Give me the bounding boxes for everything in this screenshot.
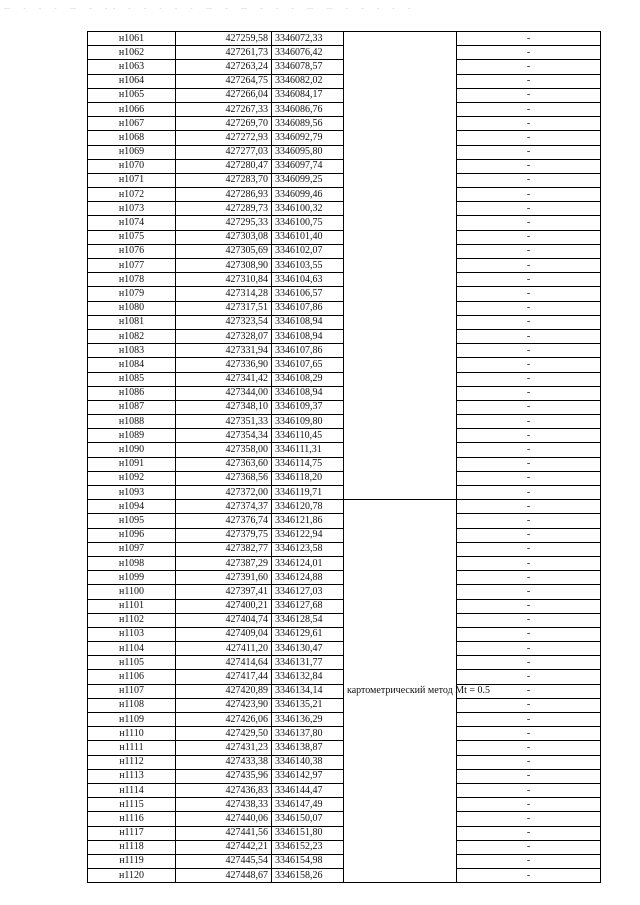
point-name-cell: н1114 xyxy=(88,783,176,797)
x-coordinate-cell: 427411,20 xyxy=(176,642,272,656)
error-cell: - xyxy=(457,642,601,656)
y-coordinate-cell: 3346086,76 xyxy=(272,102,344,116)
point-name-cell: н1106 xyxy=(88,670,176,684)
point-name-cell: н1070 xyxy=(88,159,176,173)
y-coordinate-cell: 3346114,75 xyxy=(272,457,344,471)
point-name-cell: н1075 xyxy=(88,230,176,244)
point-name-cell: н1103 xyxy=(88,627,176,641)
y-coordinate-cell: 3346100,32 xyxy=(272,202,344,216)
error-cell: - xyxy=(457,500,601,514)
point-name-cell: н1086 xyxy=(88,386,176,400)
x-coordinate-cell: 427336,90 xyxy=(176,358,272,372)
point-name-cell: н1090 xyxy=(88,443,176,457)
point-name-cell: н1120 xyxy=(88,869,176,883)
point-name-cell: н1119 xyxy=(88,854,176,868)
y-coordinate-cell: 3346119,71 xyxy=(272,486,344,500)
error-cell: - xyxy=(457,429,601,443)
error-cell: - xyxy=(457,514,601,528)
x-coordinate-cell: 427363,60 xyxy=(176,457,272,471)
error-cell: - xyxy=(457,840,601,854)
y-coordinate-cell: 3346078,57 xyxy=(272,60,344,74)
error-cell: - xyxy=(457,301,601,315)
point-name-cell: н1109 xyxy=(88,713,176,727)
x-coordinate-cell: 427308,90 xyxy=(176,259,272,273)
x-coordinate-cell: 427341,42 xyxy=(176,372,272,386)
point-name-cell: н1084 xyxy=(88,358,176,372)
error-cell: - xyxy=(457,670,601,684)
x-coordinate-cell: 427317,51 xyxy=(176,301,272,315)
error-cell: - xyxy=(457,727,601,741)
y-coordinate-cell: 3346130,47 xyxy=(272,642,344,656)
x-coordinate-cell: 427358,00 xyxy=(176,443,272,457)
point-name-cell: н1099 xyxy=(88,571,176,585)
y-coordinate-cell: 3346095,80 xyxy=(272,145,344,159)
x-coordinate-cell: 427328,07 xyxy=(176,329,272,343)
point-name-cell: н1089 xyxy=(88,429,176,443)
x-coordinate-cell: 427387,29 xyxy=(176,556,272,570)
y-coordinate-cell: 3346107,65 xyxy=(272,358,344,372)
point-name-cell: н1083 xyxy=(88,344,176,358)
method-cell: картометрический метод Mt = 0.5 xyxy=(344,500,457,883)
x-coordinate-cell: 427397,41 xyxy=(176,585,272,599)
point-name-cell: н1100 xyxy=(88,585,176,599)
error-cell: - xyxy=(457,202,601,216)
point-name-cell: н1069 xyxy=(88,145,176,159)
y-coordinate-cell: 3346152,23 xyxy=(272,840,344,854)
error-cell: - xyxy=(457,287,601,301)
point-name-cell: н1096 xyxy=(88,528,176,542)
x-coordinate-cell: 427263,24 xyxy=(176,60,272,74)
x-coordinate-cell: 427272,93 xyxy=(176,131,272,145)
point-name-cell: н1118 xyxy=(88,840,176,854)
point-name-cell: н1076 xyxy=(88,244,176,258)
error-cell: - xyxy=(457,542,601,556)
x-coordinate-cell: 427269,70 xyxy=(176,117,272,131)
point-name-cell: н1065 xyxy=(88,88,176,102)
point-name-cell: н1071 xyxy=(88,173,176,187)
y-coordinate-cell: 3346144,47 xyxy=(272,783,344,797)
point-name-cell: н1087 xyxy=(88,400,176,414)
error-cell: - xyxy=(457,102,601,116)
error-cell: - xyxy=(457,60,601,74)
error-cell: - xyxy=(457,159,601,173)
error-cell: - xyxy=(457,798,601,812)
x-coordinate-cell: 427376,74 xyxy=(176,514,272,528)
y-coordinate-cell: 3346136,29 xyxy=(272,713,344,727)
error-cell: - xyxy=(457,471,601,485)
point-name-cell: н1098 xyxy=(88,556,176,570)
error-cell: - xyxy=(457,627,601,641)
error-cell: - xyxy=(457,457,601,471)
y-coordinate-cell: 3346107,86 xyxy=(272,301,344,315)
point-name-cell: н1116 xyxy=(88,812,176,826)
error-cell: - xyxy=(457,741,601,755)
point-name-cell: н1105 xyxy=(88,656,176,670)
x-coordinate-cell: 427280,47 xyxy=(176,159,272,173)
point-name-cell: н1078 xyxy=(88,273,176,287)
x-coordinate-cell: 427414,64 xyxy=(176,656,272,670)
error-cell: - xyxy=(457,556,601,570)
y-coordinate-cell: 3346092,79 xyxy=(272,131,344,145)
table-row xyxy=(88,500,601,514)
x-coordinate-cell: 427423,90 xyxy=(176,698,272,712)
point-name-cell: н1113 xyxy=(88,769,176,783)
x-coordinate-cell: 427379,75 xyxy=(176,528,272,542)
error-cell: - xyxy=(457,344,601,358)
point-name-cell: н1074 xyxy=(88,216,176,230)
x-coordinate-cell: 427354,34 xyxy=(176,429,272,443)
error-cell: - xyxy=(457,46,601,60)
y-coordinate-cell: 3346150,07 xyxy=(272,812,344,826)
y-coordinate-cell: 3346142,97 xyxy=(272,769,344,783)
y-coordinate-cell: 3346123,58 xyxy=(272,542,344,556)
error-cell: - xyxy=(457,599,601,613)
x-coordinate-cell: 427441,56 xyxy=(176,826,272,840)
y-coordinate-cell: 3346131,77 xyxy=(272,656,344,670)
y-coordinate-cell: 3346147,49 xyxy=(272,798,344,812)
error-cell: - xyxy=(457,486,601,500)
error-cell: - xyxy=(457,131,601,145)
y-coordinate-cell: 3346121,86 xyxy=(272,514,344,528)
x-coordinate-cell: 427420,89 xyxy=(176,684,272,698)
error-cell: - xyxy=(457,755,601,769)
point-name-cell: н1081 xyxy=(88,315,176,329)
y-coordinate-cell: 3346127,68 xyxy=(272,599,344,613)
x-coordinate-cell: 427305,69 xyxy=(176,244,272,258)
error-cell: - xyxy=(457,372,601,386)
error-cell: - xyxy=(457,358,601,372)
point-name-cell: н1110 xyxy=(88,727,176,741)
point-name-cell: н1061 xyxy=(88,32,176,46)
error-cell: - xyxy=(457,386,601,400)
error-cell: - xyxy=(457,854,601,868)
point-name-cell: н1073 xyxy=(88,202,176,216)
x-coordinate-cell: 427351,33 xyxy=(176,415,272,429)
y-coordinate-cell: 3346118,20 xyxy=(272,471,344,485)
y-coordinate-cell: 3346082,02 xyxy=(272,74,344,88)
page-header-rule: — - - - — - -- - - - - - — - — - - - — — - - - - - xyxy=(4,6,416,12)
x-coordinate-cell: 427314,28 xyxy=(176,287,272,301)
point-name-cell: н1094 xyxy=(88,500,176,514)
x-coordinate-cell: 427431,23 xyxy=(176,741,272,755)
point-name-cell: н1092 xyxy=(88,471,176,485)
error-cell: - xyxy=(457,826,601,840)
error-cell: - xyxy=(457,783,601,797)
x-coordinate-cell: 427295,33 xyxy=(176,216,272,230)
y-coordinate-cell: 3346100,75 xyxy=(272,216,344,230)
coordinates-table-body xyxy=(88,32,601,883)
y-coordinate-cell: 3346110,45 xyxy=(272,429,344,443)
y-coordinate-cell: 3346140,38 xyxy=(272,755,344,769)
y-coordinate-cell: 3346108,94 xyxy=(272,329,344,343)
x-coordinate-cell: 427374,37 xyxy=(176,500,272,514)
y-coordinate-cell: 3346151,80 xyxy=(272,826,344,840)
point-name-cell: н1067 xyxy=(88,117,176,131)
y-coordinate-cell: 3346124,01 xyxy=(272,556,344,570)
y-coordinate-cell: 3346102,07 xyxy=(272,244,344,258)
error-cell: - xyxy=(457,769,601,783)
y-coordinate-cell: 3346109,80 xyxy=(272,415,344,429)
x-coordinate-cell: 427435,96 xyxy=(176,769,272,783)
error-cell: - xyxy=(457,315,601,329)
y-coordinate-cell: 3346154,98 xyxy=(272,854,344,868)
point-name-cell: н1102 xyxy=(88,613,176,627)
point-name-cell: н1108 xyxy=(88,698,176,712)
y-coordinate-cell: 3346124,88 xyxy=(272,571,344,585)
x-coordinate-cell: 427448,67 xyxy=(176,869,272,883)
y-coordinate-cell: 3346127,03 xyxy=(272,585,344,599)
x-coordinate-cell: 427382,77 xyxy=(176,542,272,556)
error-cell: - xyxy=(457,571,601,585)
x-coordinate-cell: 427440,06 xyxy=(176,812,272,826)
method-cell-empty xyxy=(344,32,457,500)
coordinates-table xyxy=(87,31,601,883)
y-coordinate-cell: 3346072,33 xyxy=(272,32,344,46)
x-coordinate-cell: 427348,10 xyxy=(176,400,272,414)
error-cell: - xyxy=(457,244,601,258)
y-coordinate-cell: 3346104,63 xyxy=(272,273,344,287)
x-coordinate-cell: 427442,21 xyxy=(176,840,272,854)
error-cell: - xyxy=(457,188,601,202)
y-coordinate-cell: 3346103,55 xyxy=(272,259,344,273)
error-cell: - xyxy=(457,613,601,627)
x-coordinate-cell: 427261,73 xyxy=(176,46,272,60)
point-name-cell: н1117 xyxy=(88,826,176,840)
x-coordinate-cell: 427433,38 xyxy=(176,755,272,769)
error-cell: - xyxy=(457,329,601,343)
error-cell: - xyxy=(457,684,601,698)
point-name-cell: н1082 xyxy=(88,329,176,343)
y-coordinate-cell: 3346158,26 xyxy=(272,869,344,883)
y-coordinate-cell: 3346076,42 xyxy=(272,46,344,60)
x-coordinate-cell: 427277,03 xyxy=(176,145,272,159)
table-row xyxy=(88,32,601,46)
x-coordinate-cell: 427400,21 xyxy=(176,599,272,613)
x-coordinate-cell: 427426,06 xyxy=(176,713,272,727)
point-name-cell: н1066 xyxy=(88,102,176,116)
x-coordinate-cell: 427267,33 xyxy=(176,102,272,116)
error-cell: - xyxy=(457,117,601,131)
y-coordinate-cell: 3346134,14 xyxy=(272,684,344,698)
error-cell: - xyxy=(457,585,601,599)
x-coordinate-cell: 427259,58 xyxy=(176,32,272,46)
point-name-cell: н1085 xyxy=(88,372,176,386)
x-coordinate-cell: 427331,94 xyxy=(176,344,272,358)
error-cell: - xyxy=(457,74,601,88)
y-coordinate-cell: 3346111,31 xyxy=(272,443,344,457)
error-cell: - xyxy=(457,528,601,542)
error-cell: - xyxy=(457,400,601,414)
point-name-cell: н1088 xyxy=(88,415,176,429)
x-coordinate-cell: 427417,44 xyxy=(176,670,272,684)
point-name-cell: н1097 xyxy=(88,542,176,556)
point-name-cell: н1063 xyxy=(88,60,176,74)
x-coordinate-cell: 427323,54 xyxy=(176,315,272,329)
x-coordinate-cell: 427289,73 xyxy=(176,202,272,216)
x-coordinate-cell: 427264,75 xyxy=(176,74,272,88)
error-cell: - xyxy=(457,713,601,727)
error-cell: - xyxy=(457,32,601,46)
y-coordinate-cell: 3346106,57 xyxy=(272,287,344,301)
x-coordinate-cell: 427445,54 xyxy=(176,854,272,868)
point-name-cell: н1112 xyxy=(88,755,176,769)
error-cell: - xyxy=(457,216,601,230)
y-coordinate-cell: 3346101,40 xyxy=(272,230,344,244)
point-name-cell: н1091 xyxy=(88,457,176,471)
x-coordinate-cell: 427344,00 xyxy=(176,386,272,400)
point-name-cell: н1095 xyxy=(88,514,176,528)
x-coordinate-cell: 427368,56 xyxy=(176,471,272,485)
point-name-cell: н1062 xyxy=(88,46,176,60)
x-coordinate-cell: 427429,50 xyxy=(176,727,272,741)
y-coordinate-cell: 3346132,84 xyxy=(272,670,344,684)
point-name-cell: н1080 xyxy=(88,301,176,315)
error-cell: - xyxy=(457,173,601,187)
y-coordinate-cell: 3346138,87 xyxy=(272,741,344,755)
x-coordinate-cell: 427391,60 xyxy=(176,571,272,585)
x-coordinate-cell: 427438,33 xyxy=(176,798,272,812)
x-coordinate-cell: 427436,83 xyxy=(176,783,272,797)
x-coordinate-cell: 427283,70 xyxy=(176,173,272,187)
error-cell: - xyxy=(457,273,601,287)
error-cell: - xyxy=(457,259,601,273)
point-name-cell: н1111 xyxy=(88,741,176,755)
error-cell: - xyxy=(457,230,601,244)
y-coordinate-cell: 3346108,94 xyxy=(272,315,344,329)
error-cell: - xyxy=(457,812,601,826)
y-coordinate-cell: 3346129,61 xyxy=(272,627,344,641)
error-cell: - xyxy=(457,656,601,670)
point-name-cell: н1072 xyxy=(88,188,176,202)
point-name-cell: н1077 xyxy=(88,259,176,273)
y-coordinate-cell: 3346099,25 xyxy=(272,173,344,187)
point-name-cell: н1064 xyxy=(88,74,176,88)
x-coordinate-cell: 427310,84 xyxy=(176,273,272,287)
x-coordinate-cell: 427409,04 xyxy=(176,627,272,641)
point-name-cell: н1104 xyxy=(88,642,176,656)
x-coordinate-cell: 427303,08 xyxy=(176,230,272,244)
point-name-cell: н1115 xyxy=(88,798,176,812)
error-cell: - xyxy=(457,415,601,429)
error-cell: - xyxy=(457,443,601,457)
point-name-cell: н1068 xyxy=(88,131,176,145)
point-name-cell: н1093 xyxy=(88,486,176,500)
y-coordinate-cell: 3346128,54 xyxy=(272,613,344,627)
y-coordinate-cell: 3346137,80 xyxy=(272,727,344,741)
y-coordinate-cell: 3346108,94 xyxy=(272,386,344,400)
y-coordinate-cell: 3346122,94 xyxy=(272,528,344,542)
x-coordinate-cell: 427372,00 xyxy=(176,486,272,500)
point-name-cell: н1107 xyxy=(88,684,176,698)
point-name-cell: н1079 xyxy=(88,287,176,301)
point-name-cell: н1101 xyxy=(88,599,176,613)
error-cell: - xyxy=(457,145,601,159)
y-coordinate-cell: 3346109,37 xyxy=(272,400,344,414)
y-coordinate-cell: 3346135,21 xyxy=(272,698,344,712)
x-coordinate-cell: 427404,74 xyxy=(176,613,272,627)
y-coordinate-cell: 3346099,46 xyxy=(272,188,344,202)
x-coordinate-cell: 427286,93 xyxy=(176,188,272,202)
y-coordinate-cell: 3346108,29 xyxy=(272,372,344,386)
y-coordinate-cell: 3346120,78 xyxy=(272,500,344,514)
y-coordinate-cell: 3346089,56 xyxy=(272,117,344,131)
y-coordinate-cell: 3346097,74 xyxy=(272,159,344,173)
error-cell: - xyxy=(457,698,601,712)
y-coordinate-cell: 3346107,86 xyxy=(272,344,344,358)
x-coordinate-cell: 427266,04 xyxy=(176,88,272,102)
error-cell: - xyxy=(457,88,601,102)
error-cell: - xyxy=(457,869,601,883)
y-coordinate-cell: 3346084,17 xyxy=(272,88,344,102)
